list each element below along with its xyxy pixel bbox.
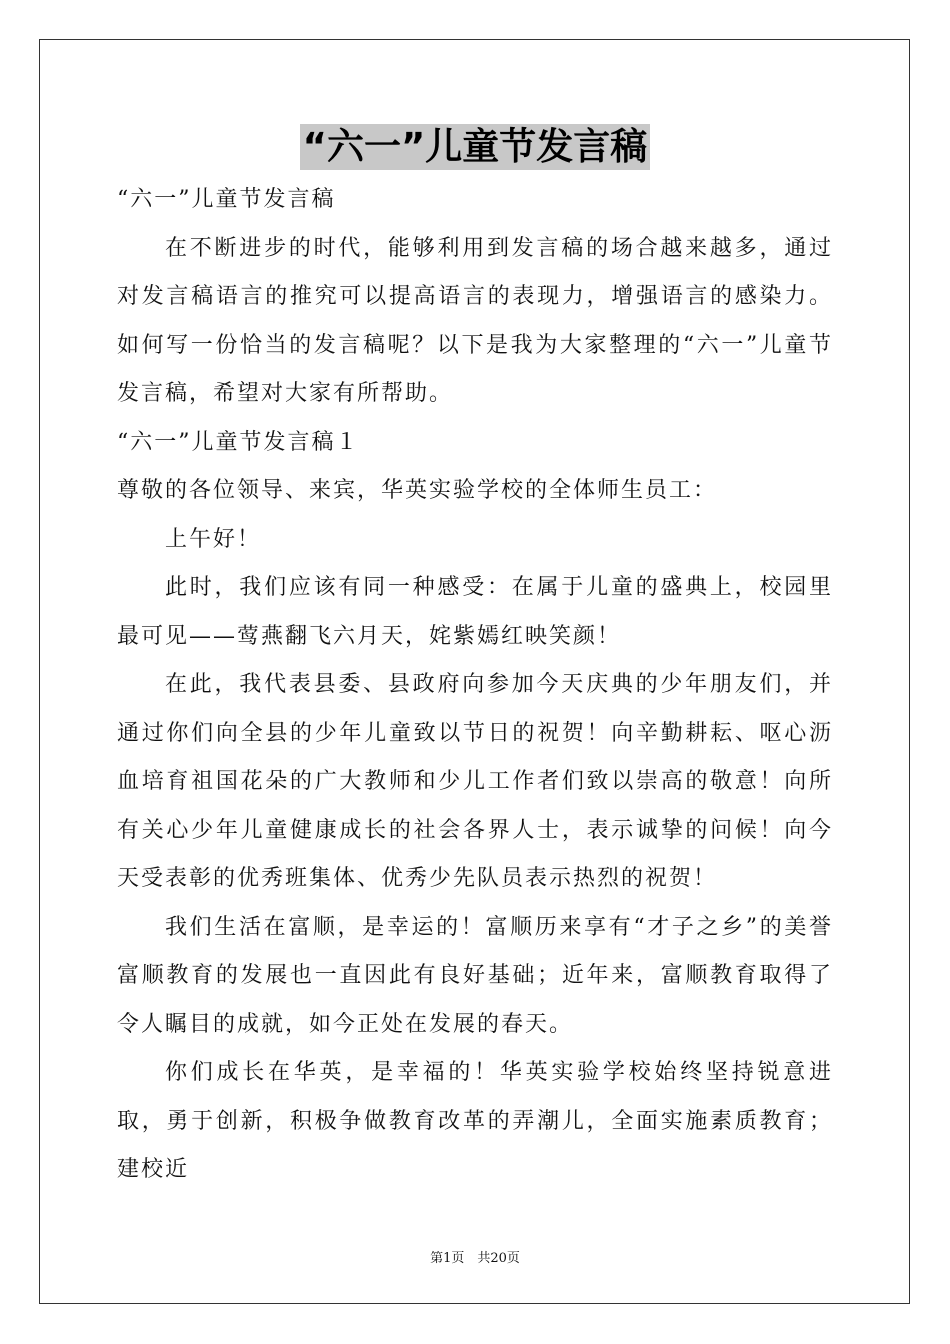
title-container <box>0 124 950 170</box>
salutation-paragraph: 尊敬的各位领导、来宾，华英实验学校的全体师生员工： <box>117 478 718 503</box>
body-paragraph: 在此，我代表县委、县政府向参加今天庆典的少年朋友们，并通过你们向全县的少年儿童致以节日的祝贺！向辛勤耕耘、呕心沥血培育祖国花朵的广大教师和少儿工作者们致以崇高的敬意！向所有关心少年儿童健康成长的社会各界人士，表示诚挚的问候！向今天受表彰的优秀班集体、优秀少先队员表示热烈的祝贺！ <box>117 672 833 891</box>
subtitle-paragraph: “六一”儿童节发言稿 <box>117 187 336 212</box>
body-paragraph: 你们成长在华英，是幸福的！华英实验学校始终坚持锐意进取，勇于创新，积极争做教育改革的弄潮儿，全面实施素质教育；建校近 <box>117 1060 833 1182</box>
body-paragraph: 我们生活在富顺，是幸运的！富顺历来享有“才子之乡”的美誉富顺教育的发展也一直因此有良好基础；近年来，富顺教育取得了令人瞩目的成就，如今正处在发展的春天。 <box>117 914 833 1037</box>
document-body <box>117 176 833 1195</box>
body-paragraph: 此时，我们应该有同一种感受：在属于儿童的盛典上，校园里最可见——莺燕翻飞六月天，姹紫嫣红映笑颜！ <box>117 575 833 649</box>
section-heading: “六一”儿童节发言稿１ <box>117 429 360 455</box>
intro-paragraph: 在不断进步的时代，能够利用到发言稿的场合越来越多，通过对发言稿语言的推究可以提高语言的表现力，增强语言的感染力。如何写一份恰当的发言稿呢？以下是我为大家整理的“六一”儿童节发言稿，希望对大家有所帮助。 <box>117 235 833 406</box>
document-title: “六一”儿童节发言稿 <box>300 124 651 170</box>
greeting-paragraph: 上午好！ <box>165 526 262 552</box>
page-number-footer: 第1页 共20页 <box>430 1251 520 1266</box>
